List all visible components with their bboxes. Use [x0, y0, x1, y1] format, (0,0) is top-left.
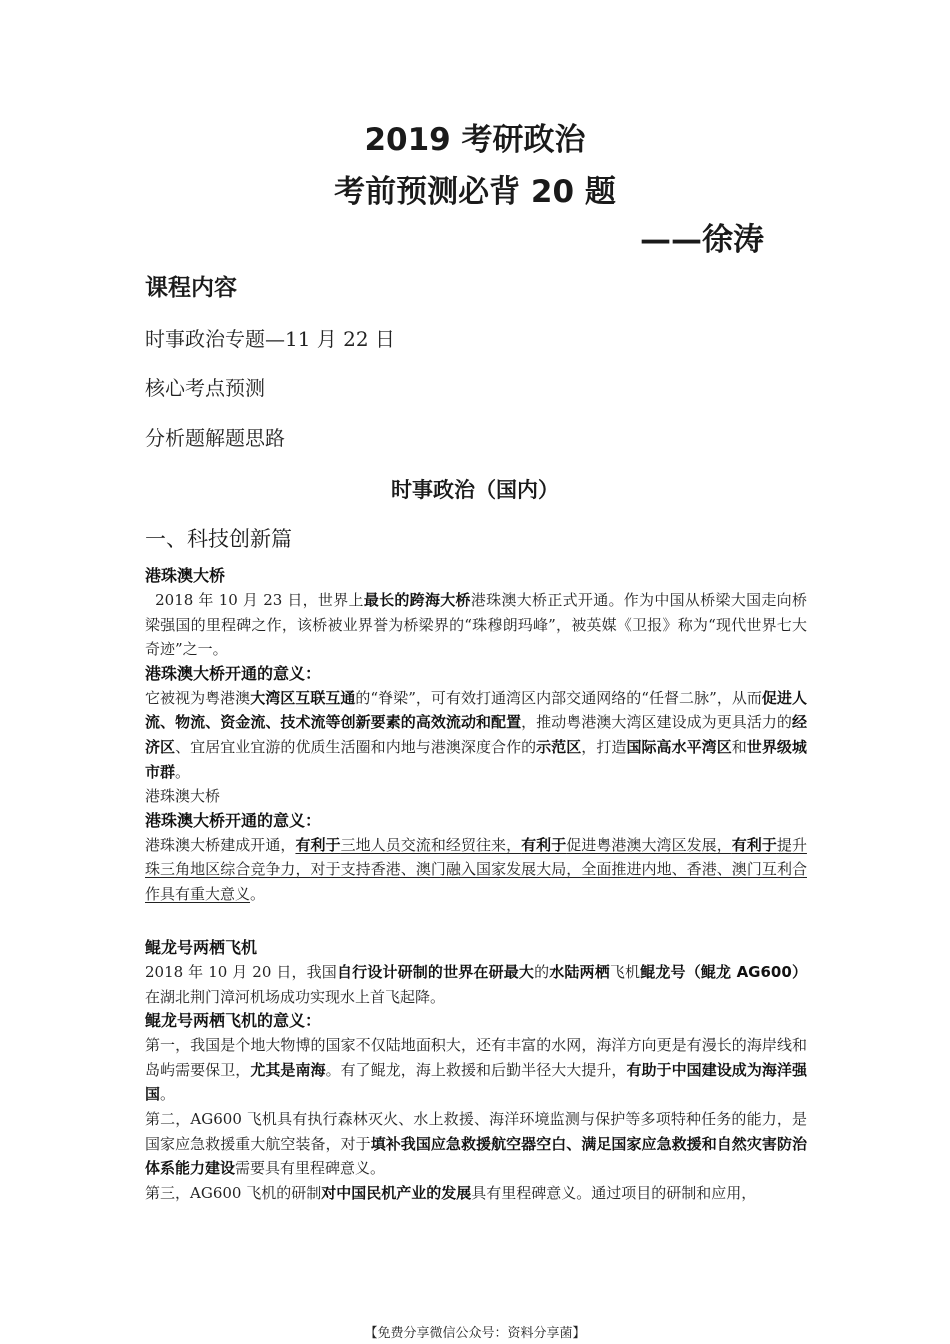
doc-title-line2: 考前预测必背 20 题 [334, 174, 616, 210]
plane-paragraph-1: 2018 年 10 月 20 日，我国自行设计研制的世界在研最大的水陆两栖飞机鲲龙号（鲲龙 AG600）在湖北荆门漳河机场成功实现水上首飞起降。 [145, 963, 807, 1006]
bridge-title-repeat: 港珠澳大桥 [145, 787, 221, 806]
plane-paragraph-2: 第一，我国是个地大物博的国家不仅陆地面积大，还有丰富的水网，海洋方向更是有漫长的海岸线和岛屿需要保卫，尤其是南海。有了鲲龙，海上救援和后勤半径大大提升，有助于中国建设成为海洋强国。 [145, 1036, 807, 1104]
bridge-significance-heading: 港珠澳大桥开通的意义： [145, 663, 322, 683]
plane-section [145, 936, 807, 1205]
bridge-section [145, 564, 807, 907]
plane-paragraph-4: 第三，AG600 飞机的研制对中国民机产业的发展具有里程碑意义。通过项目的研制和应用， [145, 1183, 757, 1202]
doc-title-line1: 2019 考研政治 [364, 122, 586, 158]
section-one-heading: 一、科技创新篇 [145, 527, 292, 551]
bridge-paragraph-2: 它被视为粤港澳大湾区互联互通的“脊梁”，可有效打通湾区内部交通网络的“任督二脉”，从而促进人流、物流、资金流、技术流等创新要素的高效流动和配置，推动粤港澳大湾区建设成为更具活力的经济区、宜居宜业宜游的优质生活圈和内地与港澳深度合作的示范区，打造国际高水平湾区和世界级城市群。 [145, 688, 807, 781]
bridge-paragraph-1: 2018 年 10 月 23 日，世界上最长的跨海大桥港珠澳大桥正式开通。作为中国从桥梁大国走向桥梁强国的里程碑之作，该桥被业界誉为桥梁界的“珠穆朗玛峰”，被英媒《卫报》称为“现代世界七大奇迹”之一。 [145, 591, 807, 659]
plane-significance-heading: 鲲龙号两栖飞机的意义： [145, 1011, 322, 1031]
plane-title: 鲲龙号两栖飞机 [145, 938, 258, 957]
plane-paragraph-3: 第二，AG600 飞机具有执行森林灭火、水上救援、海洋环境监测与保护等多项特种任务的能力，是国家应急救援重大航空装备，对于填补我国应急救援航空器空白、满足国家应急救援和自然灾害防治体系能力建设需要具有里程碑意义。 [145, 1109, 807, 1178]
section-domestic-heading: 时事政治（国内） [391, 478, 559, 502]
doc-author: ——徐涛 [640, 222, 764, 258]
bridge-title: 港珠澳大桥 [145, 566, 226, 585]
bridge-paragraph-3: 港珠澳大桥建成开通，有利于三地人员交流和经贸往来，有利于促进粤港澳大湾区发展，有利于提升珠三角地区综合竞争力，对于支持香港、澳门融入国家发展大局，全面推进内地、香港、澳门互利合作具有重大意义。 [145, 835, 807, 903]
course-item: 分析题解题思路 [145, 426, 285, 450]
bridge-significance-heading-2: 港珠澳大桥开通的意义： [145, 810, 322, 830]
course-item: 核心考点预测 [145, 376, 265, 400]
course-item: 时事政治专题—11 月 22 日 [145, 327, 395, 351]
course-heading: 课程内容 [145, 275, 237, 301]
page-footer: 【免费分享微信公众号：资料分享菌】 [364, 1326, 586, 1341]
